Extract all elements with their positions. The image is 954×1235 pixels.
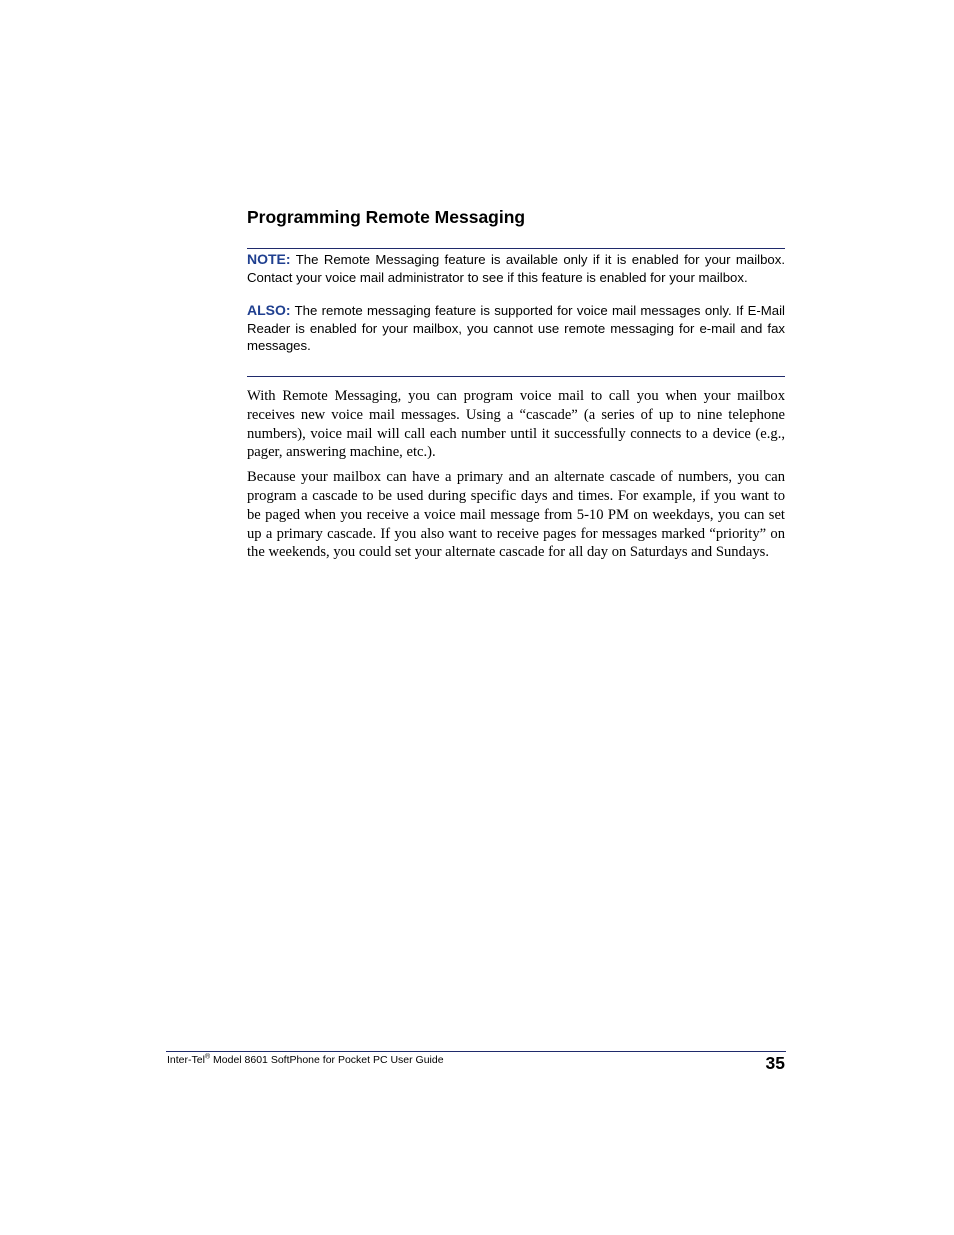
also-paragraph bbox=[247, 302, 785, 355]
body-paragraph: Because your mailbox can have a primary and an alternate cascade of numbers, you can program a cascade to be used during specific days and times. For example, if you want to be paged when you receive a voice mail message from 5-10 PM on weekdays, you can set up a primary cascade. If you also want to receive pages for messages marked “priority” on the weekends, you could set your alternate cascade for all day on Saturdays and Sundays. bbox=[247, 469, 785, 561]
note-paragraph bbox=[247, 251, 785, 286]
note-label: NOTE: bbox=[247, 251, 291, 267]
also-label: ALSO: bbox=[247, 302, 291, 319]
also-text: The remote messaging feature is supported for voice mail messages only. If E-Mail Reader is enabled for your mailbox, you cannot use remote messaging for e-mail and fax messages. bbox=[247, 303, 785, 354]
body-text bbox=[247, 387, 785, 568]
page-footer bbox=[166, 1051, 786, 1076]
note-text: The Remote Messaging feature is available only if it is enabled for your mailbox. Contact your voice mail administrator to see if this feature is enabled for your mailbox. bbox=[247, 252, 785, 285]
registered-mark: ® bbox=[204, 1053, 211, 1061]
footer-guide-title bbox=[167, 1053, 444, 1067]
page-number: 35 bbox=[765, 1053, 785, 1073]
section-title: Programming Remote Messaging bbox=[247, 207, 526, 227]
footer-brand: Inter-Tel bbox=[167, 1054, 205, 1066]
body-paragraph: With Remote Messaging, you can program voice mail to call you when your mailbox receives new voice mail messages. Using a “cascade” (a series of up to nine telephone numbers), voice mail will call each number until it successfully connects to a device (e.g., pager, answering machine, etc.). bbox=[247, 388, 785, 461]
note-box bbox=[247, 248, 785, 377]
footer-title-text: Model 8601 SoftPhone for Pocket PC User Guide bbox=[210, 1054, 444, 1066]
